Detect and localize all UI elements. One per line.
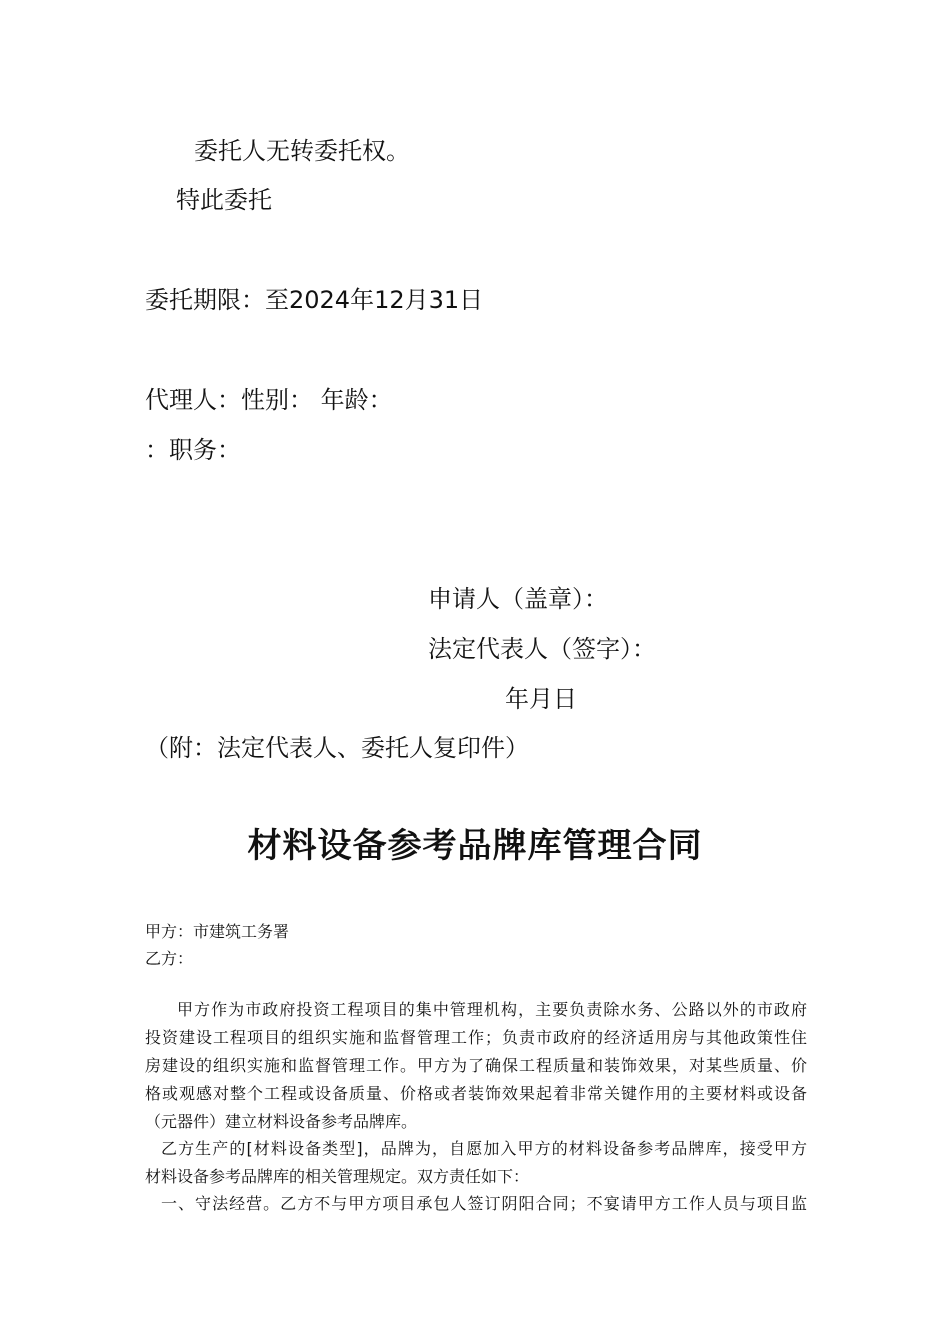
- paragraph-line: 乙方生产的[材料设备类型]，品牌为，自愿加入甲方的材料设备参考品牌库，接受甲方: [161, 1139, 807, 1158]
- agent-info-line: 代理人：性别： 年龄：: [145, 386, 393, 414]
- paragraph-line: 房建设的组织实施和监督管理工作。甲方为了确保工程质量和装饰效果，对某些质量、价: [145, 1056, 807, 1075]
- contract-title: 材料设备参考品牌库管理合同: [247, 826, 703, 866]
- paragraph-line: 投资建设工程项目的组织实施和监督管理工作；负责市政府的经济适用房与其他政策性住: [145, 1028, 807, 1047]
- paragraph-line: 一、守法经营。乙方不与甲方项目承包人签订阴阳合同；不宴请甲方工作人员与项目监: [161, 1194, 807, 1213]
- date-line: 年月日: [505, 685, 577, 713]
- legal-rep-signature-line: 法定代表人（签字）：: [428, 635, 656, 663]
- applicant-seal-line: 申请人（盖章）：: [428, 585, 608, 613]
- paragraph-line: （元器件）建立材料设备参考品牌库。: [145, 1112, 418, 1131]
- special-delegation-text: 特此委托: [176, 186, 272, 214]
- delegation-term: 委托期限：至2024年12月31日: [145, 286, 484, 314]
- party-a: 甲方：市建筑工务署: [145, 922, 290, 941]
- no-subdelegation-text: 委托人无转委托权。: [194, 137, 410, 165]
- party-b: 乙方：: [145, 949, 194, 968]
- attachment-note: （附：法定代表人、委托人复印件）: [145, 734, 529, 762]
- paragraph-line: 材料设备参考品牌库的相关管理规定。双方责任如下：: [145, 1167, 530, 1186]
- position-line: ：职务：: [145, 436, 241, 464]
- paragraph-line: 甲方作为市政府投资工程项目的集中管理机构，主要负责除水务、公路以外的市政府: [177, 1000, 807, 1019]
- paragraph-line: 格或观感对整个工程或设备质量、价格或者装饰效果起着非常关键作用的主要材料或设备: [145, 1084, 807, 1103]
